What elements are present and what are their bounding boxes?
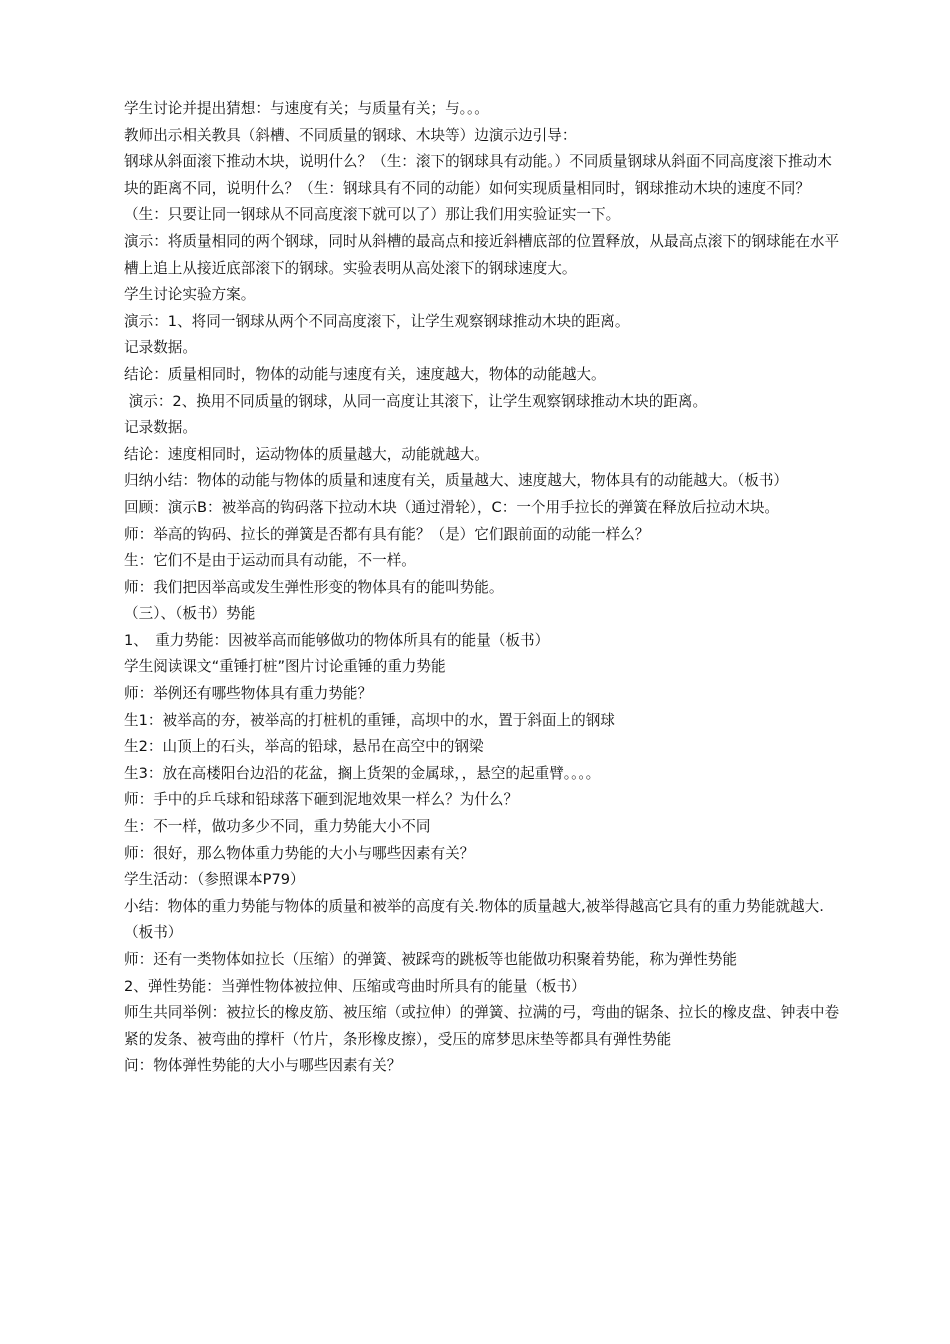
paragraph-review: 回顾：演示B：被举高的钩码落下拉动木块（通过滑轮），C：一个用手拉长的弹簧在释放后拉动木块。 xyxy=(124,498,780,516)
paragraph-teacher-factors: 师：很好，那么物体重力势能的大小与哪些因素有关？ xyxy=(124,844,475,862)
section-heading-potential-energy: （三）、（板书）势能 xyxy=(124,605,256,623)
paragraph-conclusion-1: 结论：质量相同时，物体的动能与速度有关，速度越大，物体的动能越大。 xyxy=(124,365,606,383)
paragraph-student-answer: 生：它们不是由于运动而具有动能，不一样。 xyxy=(124,552,416,570)
paragraph-elastic-definition: 2、弹性势能：当弹性物体被拉伸、压缩或弯曲时所具有的能量（板书） xyxy=(124,977,586,995)
paragraph-elastic-intro: 师：还有一类物体如拉长（压缩）的弹簧、被踩弯的跳板等也能做功积聚着势能，称为弹性势能 xyxy=(124,951,737,968)
paragraph-conclusion-2: 结论：速度相同时，运动物体的质量越大，动能就越大。 xyxy=(124,445,489,463)
paragraph-teacher-question: 师：举高的钩码、拉长的弹簧是否都有具有能？（是）它们跟前面的动能一样么？ xyxy=(124,525,650,543)
paragraph-discuss-plan: 学生讨论实验方案。 xyxy=(124,286,256,304)
paragraph-hypothesis: 学生讨论并提出猜想：与速度有关；与质量有关；与。。。 xyxy=(124,100,489,117)
paragraph-demo-2: 演示：2、换用不同质量的钢球，从同一高度让其滚下，让学生观察钢球推动木块的距离。 xyxy=(124,392,708,410)
paragraph-record-data-1: 记录数据。 xyxy=(124,339,197,357)
paragraph-student-2: 生2：山顶上的石头，举高的铅球，悬吊在高空中的钢梁 xyxy=(124,738,484,756)
paragraph-record-data-2: 记录数据。 xyxy=(124,419,197,437)
paragraph-read-textbook: 学生阅读课文“重锤打桩”图片讨论重锤的重力势能 xyxy=(124,658,446,676)
paragraph-student-1: 生1：被举高的夯，被举高的打桩机的重锤，高坝中的水，置于斜面上的钢球 xyxy=(124,711,615,729)
paragraph-teacher-examples: 师：举例还有哪些物体具有重力势能？ xyxy=(124,685,373,703)
paragraph-summary: 归纳小结：物体的动能与物体的质量和速度有关，质量越大、速度越大，物体具有的动能越大。（板书） xyxy=(124,472,789,490)
document-body xyxy=(124,96,844,1080)
paragraph-elastic-question: 问：物体弹性势能的大小与哪些因素有关？ xyxy=(124,1057,402,1075)
paragraph-teacher-demo-intro: 教师出示相关教具（斜槽、不同质量的钢球、木块等）边演示边引导： xyxy=(124,126,577,144)
paragraph-gravity-summary: 小结：物体的重力势能与物体的质量和被举的高度有关.物体的质量越大,被举得越高它具有的重力势能就越大. （板书） xyxy=(124,897,824,942)
paragraph-demo-release: 演示：将质量相同的两个钢球，同时从斜槽的最高点和接近斜槽底部的位置释放，从最高点滚下的钢球能在水平槽上追上从接近底部滚下的钢球。实验表明从高处滚下的钢球速度大。 xyxy=(124,232,840,277)
paragraph-student-3: 生3：放在高楼阳台边沿的花盆，搁上货架的金属球，，悬空的起重臂。。。。 xyxy=(124,764,601,782)
paragraph-elastic-examples: 师生共同举例：被拉长的橡皮筋、被压缩（或拉伸）的弹簧、拉满的弓，弯曲的锯条、拉长的橡皮盘、钟表中卷紧的发条、被弯曲的撑杆（竹片，条形橡皮擦），受压的席梦思床垫等都具有弹性势能 xyxy=(124,1004,840,1048)
paragraph-potential-energy-def: 师：我们把因举高或发生弹性形变的物体具有的能叫势能。 xyxy=(124,578,504,596)
paragraph-demo-1: 演示：1、将同一钢球从两个不同高度滚下，让学生观察钢球推动木块的距离。 xyxy=(124,312,630,330)
paragraph-teacher-ball-question: 师：手中的乒乓球和铅球落下砸到泥地效果一样么？为什么？ xyxy=(124,791,519,809)
paragraph-steel-ball-questions: 钢球从斜面滚下推动木块，说明什么？（生：滚下的钢球具有动能。）不同质量钢球从斜面不同高度滚下推动木块的距离不同，说明什么？（生：钢球具有不同的动能）如何实现质量相同时，钢球推动木块的速度不同？（生：只要让同一钢球从不同高度滚下就可以了）那让我们用实验证实一下。 xyxy=(124,153,832,224)
paragraph-gravitational-potential: 1、 重力势能：因被举高而能够做功的物体所具有的能量（板书） xyxy=(124,631,550,649)
paragraph-student-activity: 学生活动：（参照课本P79） xyxy=(124,871,305,889)
paragraph-student-ball-answer: 生：不一样，做功多少不同，重力势能大小不同 xyxy=(124,818,431,836)
